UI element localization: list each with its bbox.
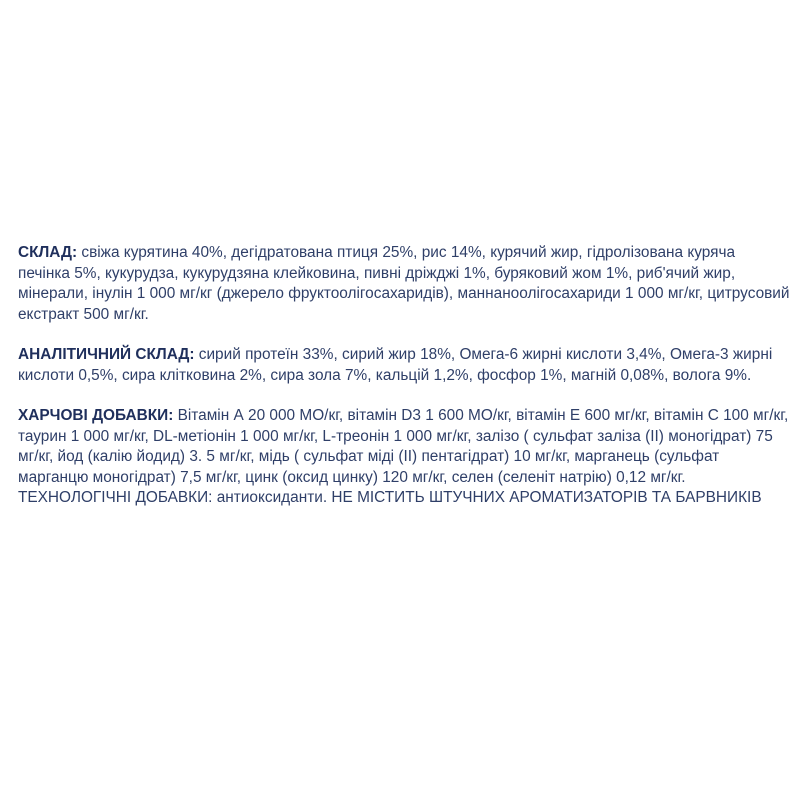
additives-text: Вітамін А 20 000 МО/кг, вітамін D3 1 600 МО/кг, вітамін Е 600 мг/кг, вітамін С 100 мг/кг, таурин 1 000 мг/кг, DL-метіонін 1 000 мг/кг, L-треонін 1 000 мг/кг, залізо ( сульфат заліза (II) моногідрат) 75 мг/кг, йод (калію йодид) 3. 5 мг/кг, мідь ( сульфат міді (II) пентагідрат) 10 мг/кг, марганець (сульфат марганцю моногідрат) 7,5 мг/кг, цинк (оксид цинку) 120 мг/кг, селен (селеніт натрію) 0,12 мг/кг. ТЕХНОЛОГІЧНІ ДОБАВКИ: антиоксиданти. НЕ МІСТИТЬ ШТУЧНИХ АРОМАТИЗАТОРІВ ТА БАРВНИКІВ bbox=[18, 407, 789, 506]
analytical-composition-label: АНАЛІТИЧНИЙ СКЛАД: bbox=[18, 346, 195, 363]
composition-section bbox=[18, 243, 790, 325]
product-composition bbox=[18, 243, 790, 529]
analytical-composition-section bbox=[18, 345, 790, 386]
composition-label: СКЛАД: bbox=[18, 244, 78, 261]
analytical-composition-text: сирий протеїн 33%, сирий жир 18%, Омега-6 жирні кислоти 3,4%, Омега-3 жирні кислоти 0,5%, сира клітковина 2%, сира зола 7%, кальцій 1,2%, фосфор 1%, магній 0,08%, волога 9%. bbox=[18, 346, 773, 384]
additives-section bbox=[18, 406, 790, 509]
composition-text: свіжа курятина 40%, дегідратована птиця 25%, рис 14%, курячий жир, гідролізована куряча печінка 5%, кукурудза, кукурудзяна клейковина, пивні дріжджі 1%, буряковий жом 1%, риб'ячий жир, мінерали, інулін 1 000 мг/кг (джерело фруктоолігосахаридів), маннаноолігосахариди 1 000 мг/кг, цитрусовий екстракт 500 мг/кг. bbox=[18, 244, 790, 323]
additives-label: ХАРЧОВІ ДОБАВКИ: bbox=[18, 407, 174, 424]
